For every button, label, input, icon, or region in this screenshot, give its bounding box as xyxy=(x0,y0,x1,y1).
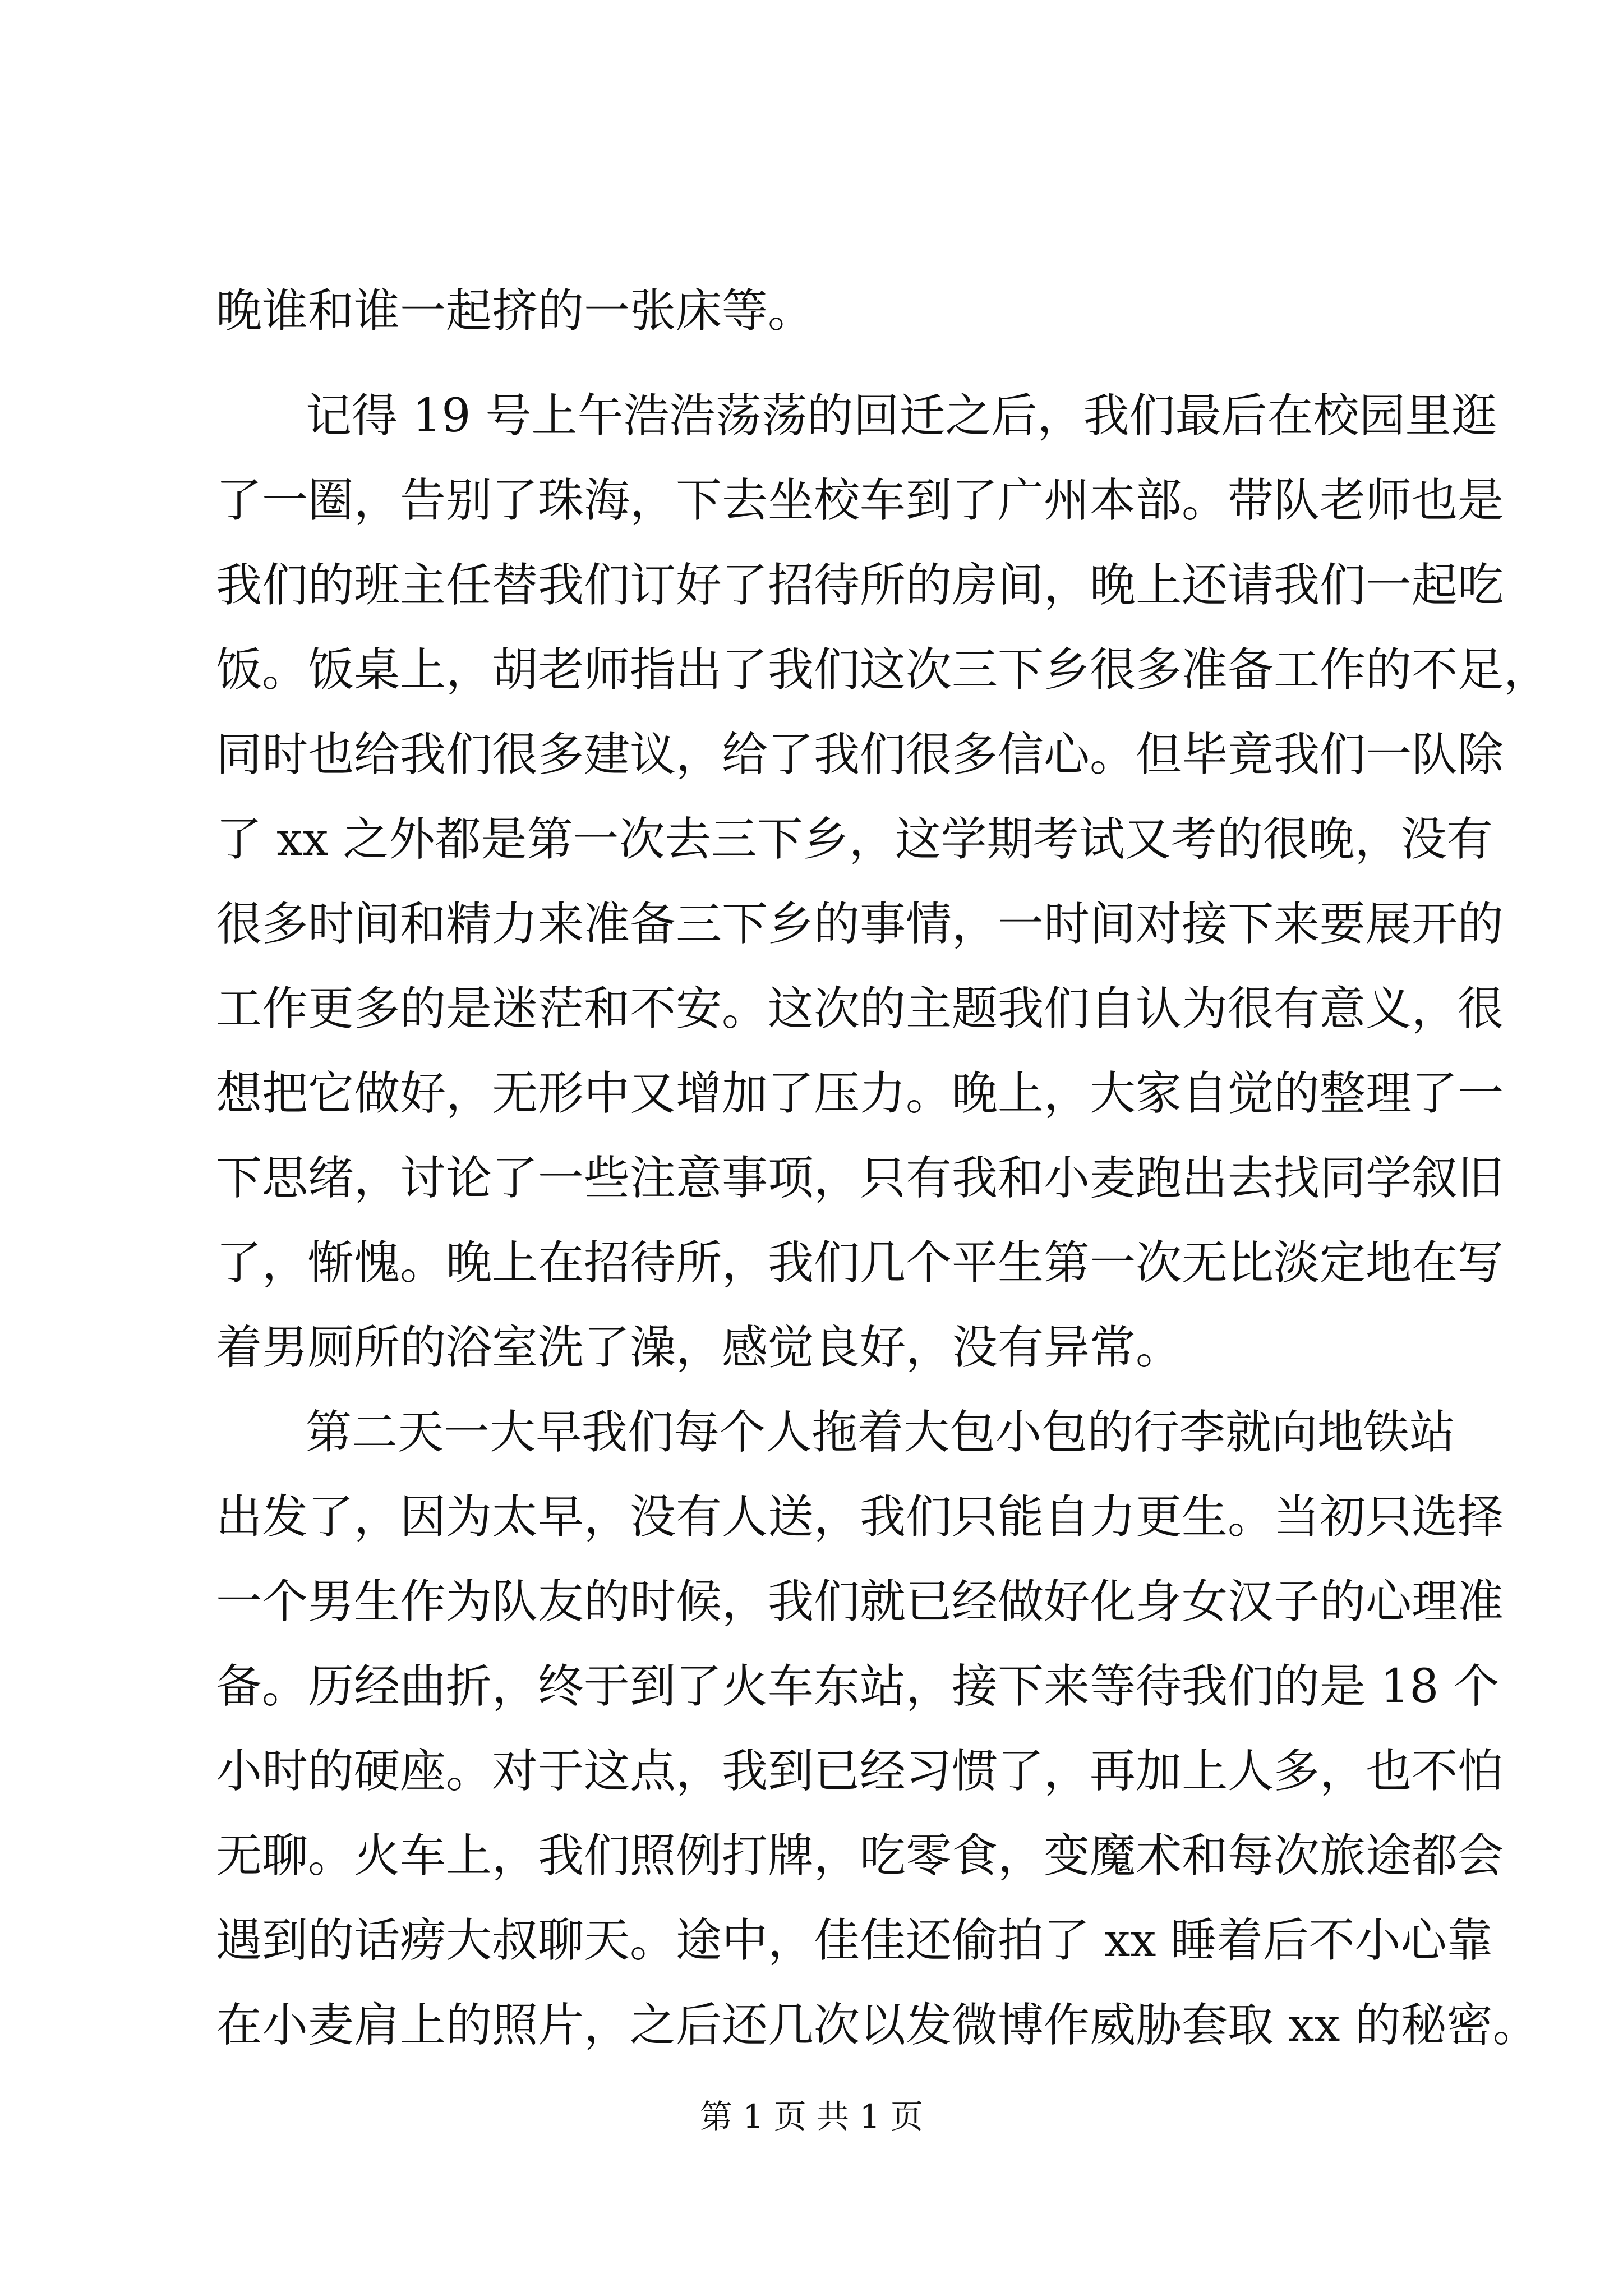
text-line: 同时也给我们很多建议，给了我们很多信心。但毕竟我们一队除 xyxy=(216,728,1504,781)
text-line: 了，惭愧。晚上在招待所，我们几个平生第一次无比淡定地在写 xyxy=(216,1236,1504,1290)
text-line: 工作更多的是迷茫和不安。这次的主题我们自认为很有意义，很 xyxy=(216,982,1504,1036)
text-line: 无聊。火车上，我们照例打牌，吃零食，变魔术和每次旅途都会 xyxy=(216,1829,1504,1883)
text-line: 了一圈，告别了珠海，下去坐校车到了广州本部。带队老师也是 xyxy=(216,474,1504,527)
text-line: 一个男生作为队友的时候，我们就已经做好化身女汉子的心理准 xyxy=(216,1575,1504,1628)
text-line: 饭。饭桌上，胡老师指出了我们这次三下乡很多准备工作的不足， xyxy=(216,643,1550,697)
text-line: 晚谁和谁一起挤的一张床等。 xyxy=(216,284,814,338)
text-line: 遇到的话痨大叔聊天。途中，佳佳还偷拍了 xx 睡着后不小心靠 xyxy=(216,1914,1493,1967)
text-line: 出发了，因为太早，没有人送，我们只能自力更生。当初只选择 xyxy=(216,1490,1504,1544)
text-line: 我们的班主任替我们订好了招待所的房间，晚上还请我们一起吃 xyxy=(216,559,1504,612)
text-line: 想把它做好，无形中又增加了压力。晚上，大家自觉的整理了一 xyxy=(216,1067,1504,1120)
text-line: 在小麦肩上的照片，之后还几次以发微博作威胁套取 xx 的秘密。 xyxy=(216,1999,1539,2052)
text-line: 下思绪，讨论了一些注意事项，只有我和小麦跑出去找同学叙旧 xyxy=(216,1152,1504,1205)
text-line: 着男厕所的浴室洗了澡，感觉良好，没有异常。 xyxy=(216,1321,1182,1374)
paragraph-first-line: 第二天一大早我们每个人拖着大包小包的行李就向地铁站 xyxy=(306,1406,1456,1459)
text-line: 了 xx 之外都是第一次去三下乡，这学期考试又考的很晚，没有 xyxy=(216,813,1493,866)
text-line: 备。历经曲折，终于到了火车东站，接下来等待我们的是 18 个 xyxy=(216,1660,1500,1713)
text-line: 很多时间和精力来准备三下乡的事情，一时间对接下来要展开的 xyxy=(216,898,1504,951)
page-footer: 第 1 页 共 1 页 xyxy=(700,2097,923,2136)
text-line: 小时的硬座。对于这点，我到已经习惯了，再加上人多，也不怕 xyxy=(216,1745,1504,1798)
paragraph-first-line: 记得 19 号上午浩浩荡荡的回迁之后，我们最后在校园里逛 xyxy=(306,389,1497,443)
